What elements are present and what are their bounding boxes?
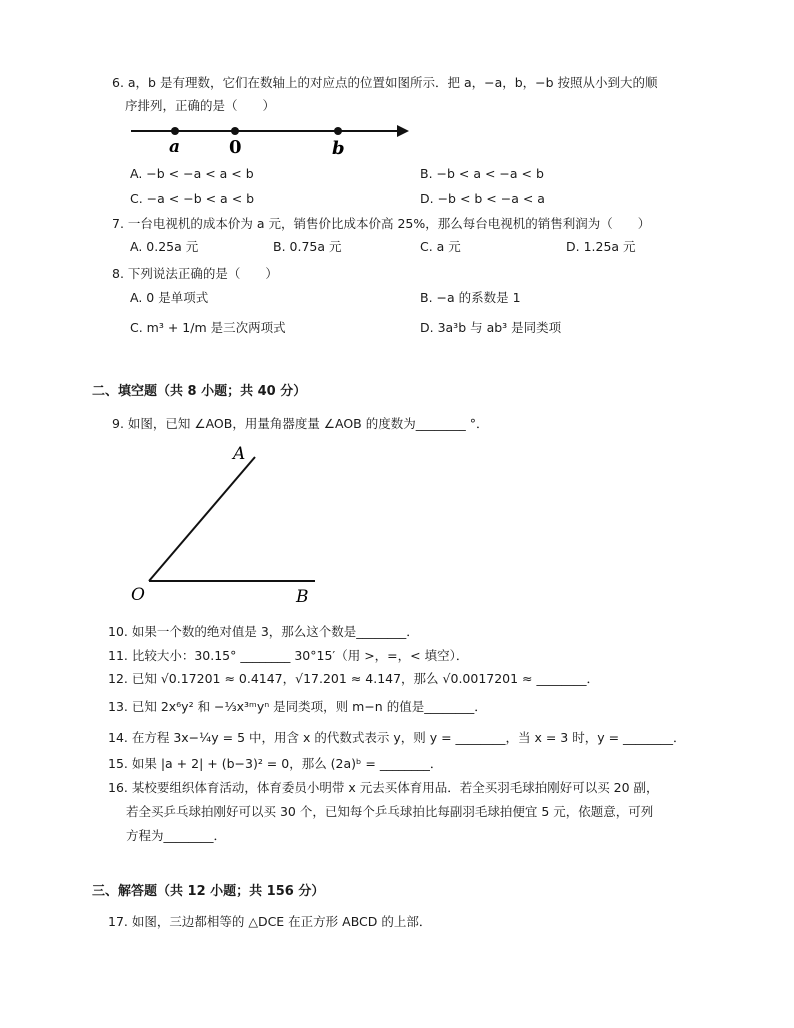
label-a: a <box>169 137 181 157</box>
label-B: B <box>296 587 309 607</box>
q11-text: 11. 比较大小：30.15° ________ 30°15′（用 >，=，< 填空）． <box>108 648 469 663</box>
q16-line3: 方程为________． <box>126 828 227 843</box>
q12-text: 12. 已知 √0.17201 ≈ 0.4147，√17.201 ≈ 4.147，那么 √0.0017201 ≈ ________． <box>108 671 600 686</box>
q7-text: 7. 一台电视机的成本价为 a 元，销售价比成本价高 25%，那么每台电视机的销售利润为（ ） <box>112 216 651 231</box>
label-A: A <box>233 444 246 464</box>
q8-option-a: A. 0 是单项式 <box>130 290 209 305</box>
number-line-arrow <box>397 125 409 137</box>
q10-text: 10. 如果一个数的绝对值是 3，那么这个数是________． <box>108 624 419 639</box>
point-zero <box>231 127 239 135</box>
q7-option-a: A. 0.25a 元 <box>130 239 199 254</box>
label-zero: 0 <box>229 137 242 158</box>
q13-text: 13. 已知 2x⁶y² 和 −⅓x³ᵐyⁿ 是同类项，则 m−n 的值是________． <box>108 699 487 714</box>
section-fill-in-heading: 二、填空题（共 8 小题；共 40 分） <box>92 384 307 399</box>
q17-text: 17. 如图，三边都相等的 △DCE 在正方形 ABCD 的上部． <box>108 914 432 929</box>
point-b <box>334 127 342 135</box>
q6-option-b: B. −b < a < −a < b <box>420 166 544 181</box>
label-O: O <box>131 585 145 605</box>
number-line-figure <box>125 118 415 160</box>
q6-option-a: A. −b < −a < a < b <box>130 166 254 181</box>
ray-oa <box>149 457 255 581</box>
q6-line2: 序排列，正确的是（ ） <box>125 98 276 113</box>
q6-option-c: C. −a < −b < a < b <box>130 191 255 206</box>
label-b: b <box>332 138 345 159</box>
q15-text: 15. 如果 |a + 2| + (b−3)² = 0，那么 (2a)ᵇ = ________． <box>108 756 443 771</box>
q6-option-d: D. −b < b < −a < a <box>420 191 545 206</box>
section-answer-heading: 三、解答题（共 12 小题；共 156 分） <box>92 884 325 899</box>
angle-aob-figure <box>125 440 325 608</box>
q7-option-c: C. a 元 <box>420 239 461 254</box>
q16-line2: 若全买乒乓球拍刚好可以买 30 个，已知每个乒乓球拍比每副羽毛球拍便宜 5 元，依题意，可列 <box>126 804 654 819</box>
q6-line1: 6. a，b 是有理数，它们在数轴上的对应点的位置如图所示．把 a，−a，b，−b 按照从小到大的顺 <box>112 75 658 90</box>
q14-text: 14. 在方程 3x−¼y = 5 中，用含 x 的代数式表示 y，则 y = ________，当 x = 3 时，y = ________． <box>108 730 686 745</box>
q8-option-d: D. 3a³b 与 ab³ 是同类项 <box>420 320 562 335</box>
q8-text: 8. 下列说法正确的是（ ） <box>112 266 278 281</box>
q16-line1: 16. 某校要组织体育活动，体育委员小明带 x 元去买体育用品．若全买羽毛球拍刚好可以买 20 副， <box>108 780 659 795</box>
q8-option-c: C. m³ + 1/m 是三次两项式 <box>130 320 286 335</box>
point-a <box>171 127 179 135</box>
q8-option-b: B. −a 的系数是 1 <box>420 290 521 305</box>
q9-text: 9. 如图，已知 ∠AOB，用量角器度量 ∠AOB 的度数为________ °． <box>112 416 489 431</box>
q7-option-d: D. 1.25a 元 <box>566 239 636 254</box>
q7-option-b: B. 0.75a 元 <box>273 239 342 254</box>
